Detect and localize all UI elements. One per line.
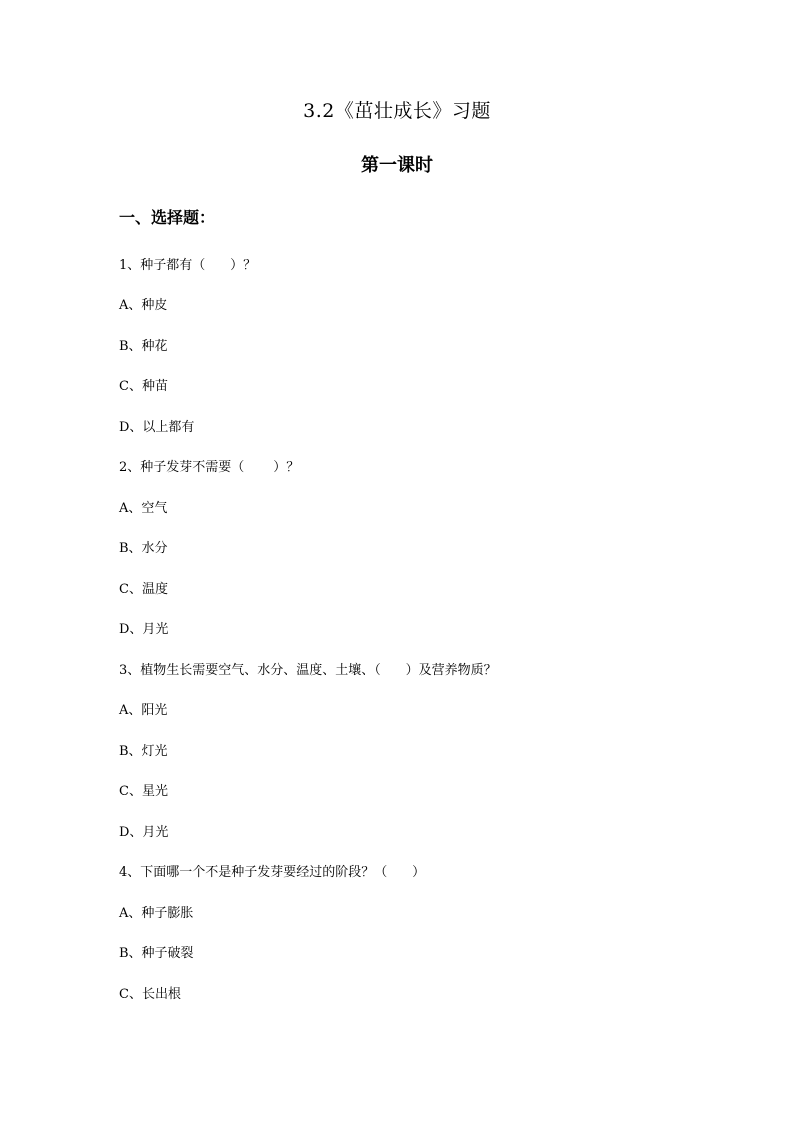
document-subtitle: 第一课时 bbox=[361, 155, 433, 176]
document-title: 3.2《茁壮成长》习题 bbox=[303, 100, 491, 122]
question-3: 3、植物生长需要空气、水分、温度、土壤、（ ）及营养物质？ bbox=[119, 663, 497, 678]
question-1-option-c: C、种苗 bbox=[119, 379, 168, 394]
question-1-option-b: B、种花 bbox=[119, 339, 168, 354]
question-2-option-b: B、水分 bbox=[119, 541, 168, 556]
question-1-option-a: A、种皮 bbox=[119, 298, 168, 313]
question-4-option-c: C、长出根 bbox=[119, 987, 181, 1002]
question-2-option-d: D、月光 bbox=[119, 622, 169, 637]
question-3-option-b: B、灯光 bbox=[119, 744, 168, 759]
question-2: 2、种子发芽不需要（ ）？ bbox=[119, 460, 300, 475]
question-4: 4、下面哪一个不是种子发芽要经过的阶段？（ ） bbox=[119, 865, 426, 880]
section-heading: 一、选择题： bbox=[119, 208, 216, 227]
question-2-option-a: A、空气 bbox=[119, 501, 168, 516]
question-4-option-b: B、种子破裂 bbox=[119, 946, 194, 961]
question-4-option-a: A、种子膨胀 bbox=[119, 906, 194, 921]
question-1-option-d: D、以上都有 bbox=[119, 420, 195, 435]
question-1: 1、种子都有（ ）？ bbox=[119, 258, 257, 273]
question-3-option-c: C、星光 bbox=[119, 784, 168, 799]
question-3-option-a: A、阳光 bbox=[119, 703, 168, 718]
question-2-option-c: C、温度 bbox=[119, 582, 168, 597]
question-3-option-d: D、月光 bbox=[119, 825, 169, 840]
